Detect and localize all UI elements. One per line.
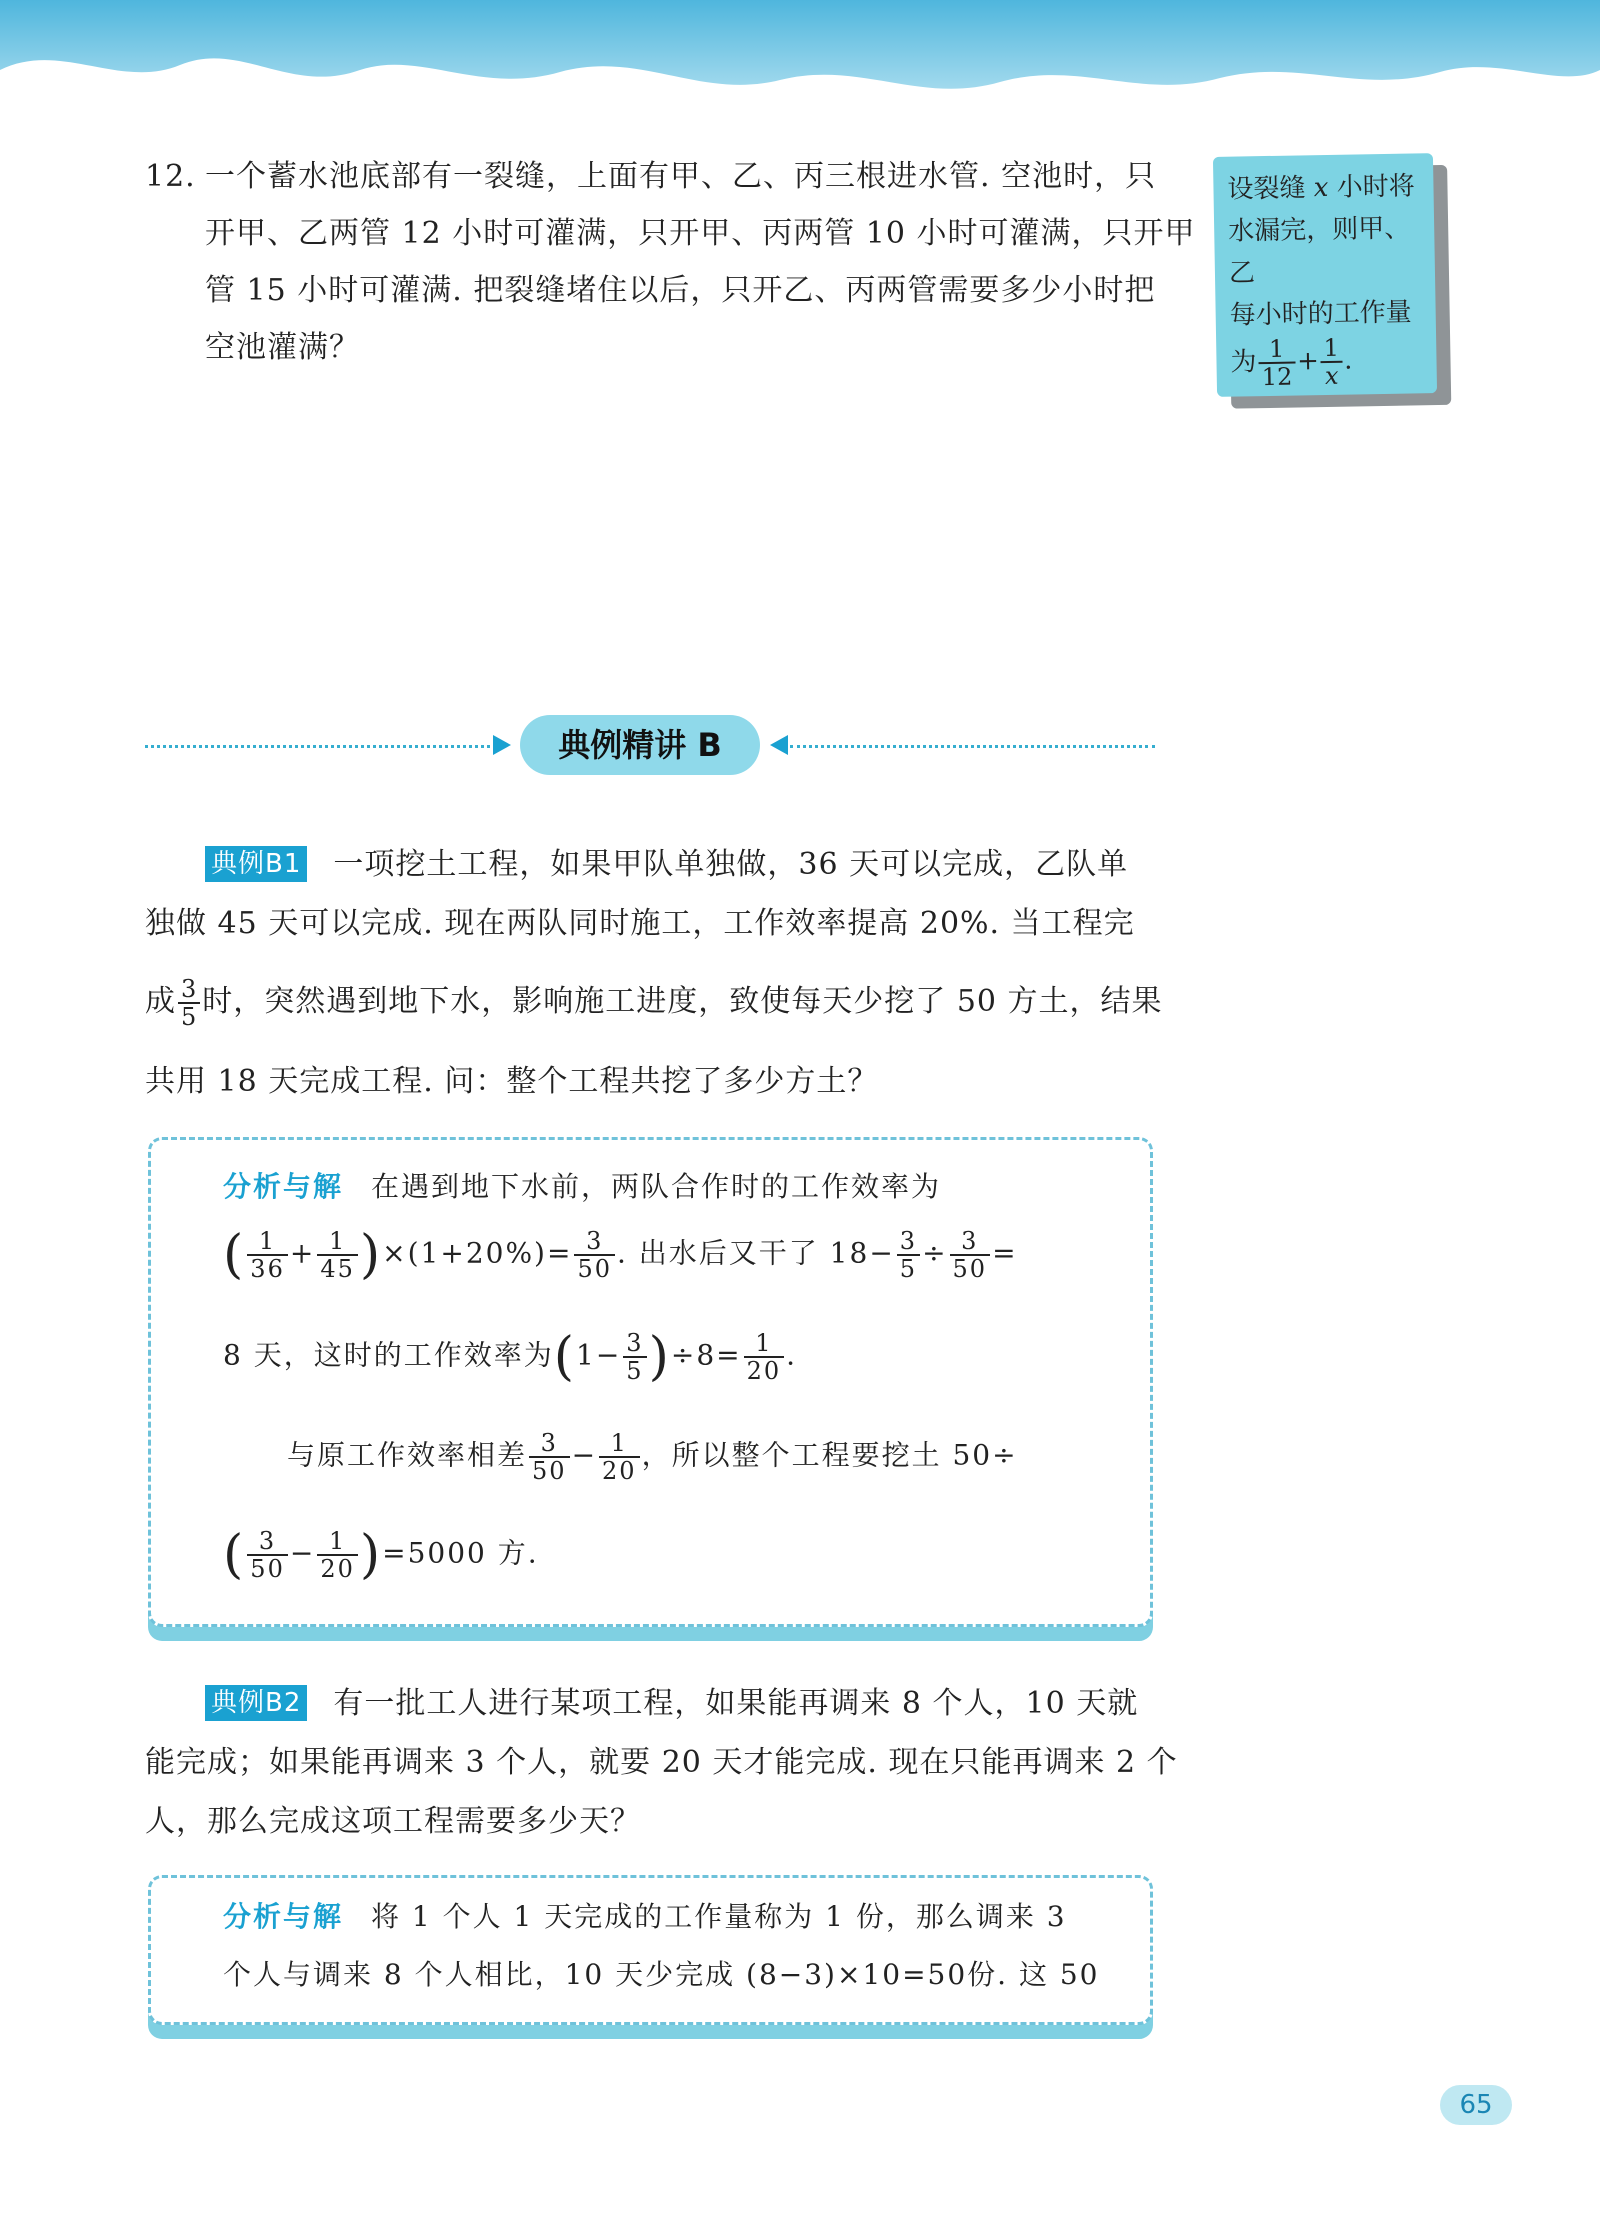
dotted-rule-right <box>790 745 1155 748</box>
example-b1-line-1 <box>205 838 1128 892</box>
example-text: 有一批工人进行某项工程，如果能再调来 8 个人，10 天就 <box>333 1686 1139 1721</box>
dotted-rule-left <box>145 745 490 748</box>
arrow-left-icon <box>770 735 788 755</box>
solution-line-4 <box>287 1430 1018 1484</box>
hint-var: x <box>1313 172 1329 204</box>
example-b1-line-2: 独做 45 天可以完成. 现在两队同时施工，工作效率提高 20%. 当工程完 <box>145 906 1135 941</box>
paren: ( <box>553 1327 577 1387</box>
solution-text: ÷8= <box>670 1338 742 1372</box>
problem-number: 12. <box>145 159 196 194</box>
problem-text-line-3: 管 15 小时可灌满. 把裂缝堵住以后，只开乙、丙两管需要多少小时把 <box>205 273 1156 308</box>
solution-text: 与原工作效率相差 <box>287 1438 528 1472</box>
solution-text: 1− <box>576 1338 622 1372</box>
hint-text: 为 <box>1230 347 1257 378</box>
problem-text-line-4: 空池灌满？ <box>205 330 360 365</box>
period: . <box>1343 345 1353 376</box>
minus-sign: − <box>571 1438 598 1472</box>
solution-text: 在遇到地下水前，两队合作时的工作效率为 <box>371 1170 942 1203</box>
hint-text: 小时将 <box>1336 171 1415 203</box>
section-title: 典例精讲 B <box>520 715 760 775</box>
arrow-right-icon <box>493 735 511 755</box>
div-sign: ÷ <box>922 1236 948 1270</box>
fraction: $\frac{3}{5}$ <box>623 1330 646 1384</box>
solution-text: ，所以整个工程要挖土 50÷ <box>641 1438 1018 1472</box>
example-tag: 典例B1 <box>205 846 307 882</box>
fraction: $\frac{1}{12}$ <box>1258 336 1295 391</box>
hint-note <box>1213 153 1437 397</box>
solution-text: 8 天，这时的工作效率为 <box>223 1338 554 1372</box>
solution-line-1 <box>223 1894 1067 1940</box>
example-b1-line-4: 共用 18 天完成工程. 问：整个工程共挖了多少方土？ <box>145 1064 879 1099</box>
example-text: 时，突然遇到地下水，影响施工进度，致使每天少挖了 50 方土，结果 <box>202 984 1163 1019</box>
solution-text: =5000 方. <box>382 1536 539 1570</box>
fraction: $\frac{3}{5}$ <box>897 1228 920 1282</box>
eq-sign: = <box>992 1236 1018 1270</box>
fraction: $\frac{3}{50}$ <box>247 1528 288 1582</box>
page-number: 65 <box>1440 2085 1512 2125</box>
solution-title: 分析与解 <box>223 1900 344 1933</box>
solution-line-2: ( $\frac{1}{36}$ + $\frac{1}{45}$ )×(1+20%)= $\frac{3}{50}$ . 出水后又干了 18− $\frac{3}{5}$ ÷ $\frac{3}{50}$ = <box>223 1225 1018 1285</box>
example-b1-line-3 <box>145 975 1163 1030</box>
solution-text: . <box>786 1338 798 1372</box>
paren: ) <box>359 1525 383 1585</box>
example-text: 一项挖土工程，如果甲队单独做，36 天可以完成，乙队单 <box>333 847 1129 882</box>
fraction: $\frac{1}{45}$ <box>317 1228 358 1282</box>
solution-title: 分析与解 <box>223 1170 344 1203</box>
section-header <box>145 715 1155 775</box>
solution-line-2: 个人与调来 8 个人相比，10 天少完成 (8−3)×10=50份. 这 50 <box>223 1958 1100 1991</box>
problem-text-line-1: 一个蓄水池底部有一裂缝，上面有甲、乙、丙三根进水管. 空池时，只 <box>205 159 1157 194</box>
fraction: $\frac{1}{20}$ <box>317 1528 358 1582</box>
paren: ( <box>223 1525 246 1585</box>
example-b2-line-1 <box>205 1677 1138 1731</box>
example-b2-line-3: 人，那么完成这项工程需要多少天？ <box>145 1804 641 1839</box>
header-cloud-banner <box>0 0 1600 140</box>
hint-text: 设裂缝 <box>1227 173 1306 205</box>
fraction: $\frac{1}{20}$ <box>744 1330 785 1384</box>
solution-line-1 <box>223 1164 941 1210</box>
paren: ) <box>359 1225 383 1285</box>
solution-text: 将 1 个人 1 天完成的工作量称为 1 份，那么调来 3 <box>371 1900 1067 1933</box>
paren: ) <box>648 1327 671 1387</box>
fraction: $\frac{3}{50}$ <box>950 1228 991 1282</box>
example-b2-line-2: 能完成；如果能再调来 3 个人，就要 20 天才能完成. 现在只能再调来 2 个 <box>145 1745 1178 1780</box>
solution-line-3 <box>223 1327 798 1387</box>
fraction: $\frac{1}{20}$ <box>599 1430 640 1484</box>
solution-box-b1 <box>148 1137 1153 1627</box>
hint-text: 每小时的工作量 <box>1229 297 1412 331</box>
minus-sign: − <box>289 1536 316 1570</box>
fraction: $\frac{3}{50}$ <box>529 1430 570 1484</box>
example-tag: 典例B2 <box>205 1685 307 1721</box>
example-text: 成 <box>145 984 176 1019</box>
solution-box-b2 <box>148 1875 1153 2025</box>
solution-text: ×(1+20%)= <box>382 1236 573 1270</box>
problem-text-line-2: 开甲、乙两管 12 小时可灌满，只开甲、丙两管 10 小时可灌满，只开甲 <box>205 216 1196 251</box>
solution-line-5 <box>223 1525 539 1585</box>
fraction: $\frac{3}{50}$ <box>574 1228 615 1282</box>
solution-text: . 出水后又干了 18− <box>616 1236 895 1270</box>
paren: ( <box>223 1225 246 1285</box>
plus-sign: + <box>1296 346 1320 377</box>
fraction: $\frac{1}{36}$ <box>247 1228 288 1282</box>
hint-text: 水漏完，则甲、乙 <box>1227 213 1411 289</box>
fraction: $\frac{3}{5}$ <box>178 976 200 1030</box>
fraction: $\frac{1}{x}$ <box>1320 335 1342 389</box>
